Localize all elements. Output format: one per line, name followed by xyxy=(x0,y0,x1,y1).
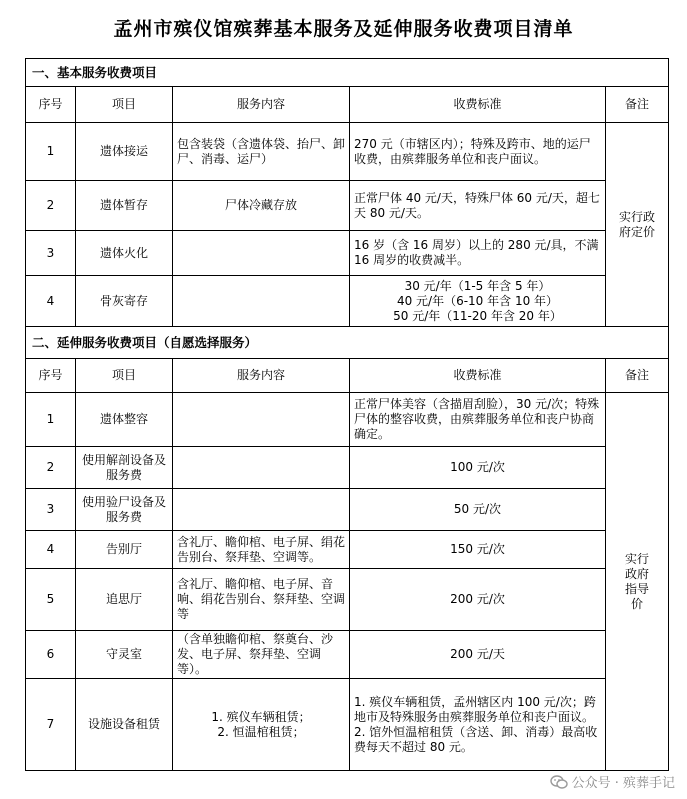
fee-line: 30 元/年（1-5 年含 5 年） xyxy=(404,278,551,293)
row-fee: 200 元/次 xyxy=(350,569,606,631)
section-heading-row xyxy=(26,59,669,87)
content-line: 1. 殡仪车辆租赁； xyxy=(211,709,311,724)
row-seq: 2 xyxy=(26,447,76,489)
row-content xyxy=(173,489,350,531)
table-row xyxy=(26,276,669,327)
row-seq: 3 xyxy=(26,231,76,276)
row-item: 骨灰寄存 xyxy=(76,276,173,327)
table-row xyxy=(26,231,669,276)
row-content: （含单独瞻仰棺、祭奠台、沙发、电子屏、祭拜垫、空调等）。 xyxy=(173,631,350,679)
section-heading-row xyxy=(26,327,669,359)
section1-note: 实行政府定价 xyxy=(606,123,669,327)
table-header-row xyxy=(26,87,669,123)
row-content xyxy=(173,276,350,327)
section2-heading: 二、延伸服务收费项目（自愿选择服务） xyxy=(26,327,669,359)
row-fee: 270 元（市辖区内）；特殊及跨市、地的运尸收费，由殡葬服务单位和丧户面议。 xyxy=(350,123,606,181)
row-item: 遗体火化 xyxy=(76,231,173,276)
watermark-text: 公众号 · 殡葬手记 xyxy=(571,776,675,791)
table-row xyxy=(26,393,669,447)
row-content xyxy=(173,679,350,771)
header-seq: 序号 xyxy=(26,359,76,393)
row-item: 设施设备租赁 xyxy=(76,679,173,771)
fee-line: 50 元/年（11-20 年含 20 年） xyxy=(393,308,562,323)
row-seq: 3 xyxy=(26,489,76,531)
wechat-icon xyxy=(550,774,568,790)
fee-line: 1. 殡仪车辆租赁，孟州辖区内 100 元/次；跨地市及特殊服务由殡葬服务单位和丧户面议。 xyxy=(354,694,596,724)
fee-line: 2. 馆外恒温棺租赁（含送、卸、消毒）最高收费每天不超过 80 元。 xyxy=(354,724,598,754)
row-content xyxy=(173,231,350,276)
row-seq: 5 xyxy=(26,569,76,631)
row-seq: 6 xyxy=(26,631,76,679)
section2-note: 实行政府指导价 xyxy=(606,393,669,771)
row-content: 包含装袋（含遗体袋、抬尸、卸尸、消毒、运尸） xyxy=(173,123,350,181)
table-header-row xyxy=(26,359,669,393)
page-title: 孟州市殡仪馆殡葬基本服务及延伸服务收费项目清单 xyxy=(113,18,574,40)
row-seq: 1 xyxy=(26,393,76,447)
watermark xyxy=(550,772,675,791)
row-fee: 200 元/天 xyxy=(350,631,606,679)
row-fee: 50 元/次 xyxy=(350,489,606,531)
row-seq: 1 xyxy=(26,123,76,181)
section1-heading: 一、基本服务收费项目 xyxy=(26,59,669,87)
row-seq: 2 xyxy=(26,181,76,231)
header-item: 项目 xyxy=(76,87,173,123)
row-item: 遗体接运 xyxy=(76,123,173,181)
table-row xyxy=(26,447,669,489)
row-fee: 16 岁（含 16 周岁）以上的 280 元/具，不满 16 周岁的收费减半。 xyxy=(350,231,606,276)
row-seq: 4 xyxy=(26,531,76,569)
header-fee: 收费标准 xyxy=(350,359,606,393)
table-row xyxy=(26,531,669,569)
header-seq: 序号 xyxy=(26,87,76,123)
row-item: 追思厅 xyxy=(76,569,173,631)
row-fee xyxy=(350,679,606,771)
content-line: 2. 恒温棺租赁； xyxy=(217,724,305,739)
row-item: 遗体整容 xyxy=(76,393,173,447)
header-fee: 收费标准 xyxy=(350,87,606,123)
row-fee: 正常尸体 40 元/天，特殊尸体 60 元/天，超七天 80 元/天。 xyxy=(350,181,606,231)
fee-table xyxy=(25,58,669,771)
row-item: 使用验尸设备及服务费 xyxy=(76,489,173,531)
table-row xyxy=(26,181,669,231)
row-seq: 4 xyxy=(26,276,76,327)
row-fee: 100 元/次 xyxy=(350,447,606,489)
row-item: 守灵室 xyxy=(76,631,173,679)
row-seq: 7 xyxy=(26,679,76,771)
row-fee: 150 元/次 xyxy=(350,531,606,569)
row-content: 含礼厅、瞻仰棺、电子屏、音响、绢花告别台、祭拜垫、空调等 xyxy=(173,569,350,631)
row-content: 尸体冷藏存放 xyxy=(173,181,350,231)
table-row xyxy=(26,631,669,679)
table-row xyxy=(26,679,669,771)
header-note: 备注 xyxy=(606,87,669,123)
fee-line: 40 元/年（6-10 年含 10 年） xyxy=(396,293,559,308)
row-item: 使用解剖设备及服务费 xyxy=(76,447,173,489)
table-row xyxy=(26,489,669,531)
row-item: 告别厅 xyxy=(76,531,173,569)
row-content: 含礼厅、瞻仰棺、电子屏、绢花告别台、祭拜垫、空调等。 xyxy=(173,531,350,569)
table-row xyxy=(26,123,669,181)
row-content xyxy=(173,393,350,447)
header-content: 服务内容 xyxy=(173,87,350,123)
row-fee: 正常尸体美容（含描眉刮脸），30 元/次；特殊尸体的整容收费，由殡葬服务单位和丧户协商确定。 xyxy=(350,393,606,447)
row-item: 遗体暂存 xyxy=(76,181,173,231)
header-note: 备注 xyxy=(606,359,669,393)
row-fee xyxy=(350,276,606,327)
table-row xyxy=(26,569,669,631)
row-content xyxy=(173,447,350,489)
header-content: 服务内容 xyxy=(173,359,350,393)
header-item: 项目 xyxy=(76,359,173,393)
